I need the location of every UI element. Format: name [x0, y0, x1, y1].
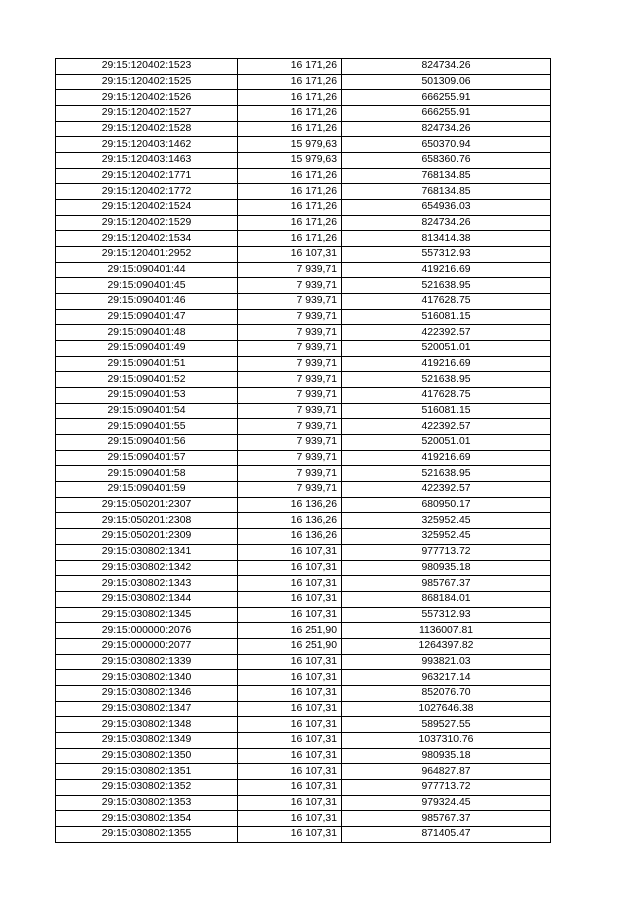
cadastral-number-cell: 29:15:120402:1524 — [56, 200, 238, 216]
table-row — [56, 544, 551, 560]
unit-cost-cell: 16 107,31 — [238, 247, 342, 263]
cadastral-value-cell: 824734.26 — [342, 121, 551, 137]
unit-cost-cell: 7 939,71 — [238, 278, 342, 294]
cadastral-value-cell: 557312.93 — [342, 607, 551, 623]
cadastral-value-cell: 419216.69 — [342, 262, 551, 278]
unit-cost-cell: 7 939,71 — [238, 388, 342, 404]
cadastral-number-cell: 29:15:120402:1527 — [56, 106, 238, 122]
cadastral-number-cell: 29:15:030802:1343 — [56, 576, 238, 592]
table-row — [56, 826, 551, 842]
table-row — [56, 341, 551, 357]
cadastral-number-cell: 29:15:120403:1463 — [56, 153, 238, 169]
table-row — [56, 435, 551, 451]
cadastral-number-cell: 29:15:030802:1352 — [56, 779, 238, 795]
cadastral-value-cell: 871405.47 — [342, 826, 551, 842]
cadastral-number-cell: 29:15:030802:1353 — [56, 795, 238, 811]
cadastral-number-cell: 29:15:120402:1534 — [56, 231, 238, 247]
cadastral-value-cell: 824734.26 — [342, 215, 551, 231]
unit-cost-cell: 16 107,31 — [238, 811, 342, 827]
table-row — [56, 576, 551, 592]
cadastral-number-cell: 29:15:120402:1772 — [56, 184, 238, 200]
table-row — [56, 482, 551, 498]
table-row — [56, 184, 551, 200]
cadastral-value-cell: 964827.87 — [342, 764, 551, 780]
cadastral-value-cell: 768134.85 — [342, 184, 551, 200]
unit-cost-cell: 7 939,71 — [238, 482, 342, 498]
table-row — [56, 231, 551, 247]
cadastral-value-cell: 1027646.38 — [342, 701, 551, 717]
unit-cost-cell: 16 171,26 — [238, 74, 342, 90]
cadastral-number-cell: 29:15:120402:1528 — [56, 121, 238, 137]
cadastral-number-cell: 29:15:090401:56 — [56, 435, 238, 451]
unit-cost-cell: 16 107,31 — [238, 779, 342, 795]
table-row — [56, 748, 551, 764]
cadastral-number-cell: 29:15:050201:2307 — [56, 497, 238, 513]
table-row — [56, 701, 551, 717]
cadastral-value-cell: 768134.85 — [342, 168, 551, 184]
unit-cost-cell: 7 939,71 — [238, 341, 342, 357]
table-row — [56, 764, 551, 780]
table-row — [56, 497, 551, 513]
cadastral-number-cell: 29:15:030802:1354 — [56, 811, 238, 827]
cadastral-value-cell: 813414.38 — [342, 231, 551, 247]
table-row — [56, 215, 551, 231]
unit-cost-cell: 16 107,31 — [238, 576, 342, 592]
unit-cost-cell: 16 171,26 — [238, 184, 342, 200]
unit-cost-cell: 7 939,71 — [238, 403, 342, 419]
cadastral-value-cell: 325952.45 — [342, 513, 551, 529]
cadastral-number-cell: 29:15:120402:1529 — [56, 215, 238, 231]
unit-cost-cell: 16 107,31 — [238, 685, 342, 701]
cadastral-value-cell: 993821.03 — [342, 654, 551, 670]
cadastral-value-cell: 980935.18 — [342, 748, 551, 764]
table-row — [56, 529, 551, 545]
table-row — [56, 278, 551, 294]
cadastral-value-cell: 852076.70 — [342, 685, 551, 701]
unit-cost-cell: 7 939,71 — [238, 419, 342, 435]
cadastral-number-cell: 29:15:090401:48 — [56, 325, 238, 341]
table-row — [56, 106, 551, 122]
cadastral-number-cell: 29:15:090401:52 — [56, 372, 238, 388]
cadastral-value-cell: 516081.15 — [342, 309, 551, 325]
unit-cost-cell: 16 107,31 — [238, 701, 342, 717]
unit-cost-cell: 16 107,31 — [238, 795, 342, 811]
unit-cost-cell: 16 171,26 — [238, 106, 342, 122]
cadastral-value-cell: 520051.01 — [342, 341, 551, 357]
cadastral-number-cell: 29:15:030802:1350 — [56, 748, 238, 764]
cadastral-number-cell: 29:15:090401:46 — [56, 294, 238, 310]
cadastral-value-cell: 977713.72 — [342, 544, 551, 560]
table-row — [56, 654, 551, 670]
table-row — [56, 325, 551, 341]
cadastral-number-cell: 29:15:030802:1355 — [56, 826, 238, 842]
cadastral-number-cell: 29:15:000000:2076 — [56, 623, 238, 639]
cadastral-number-cell: 29:15:090401:45 — [56, 278, 238, 294]
cadastral-value-cell: 666255.91 — [342, 90, 551, 106]
table-row — [56, 811, 551, 827]
unit-cost-cell: 16 251,90 — [238, 638, 342, 654]
cadastral-number-cell: 29:15:120403:1462 — [56, 137, 238, 153]
cadastral-value-cell: 422392.57 — [342, 325, 551, 341]
cadastral-value-cell: 419216.69 — [342, 450, 551, 466]
unit-cost-cell: 7 939,71 — [238, 450, 342, 466]
cadastral-value-cell: 658360.76 — [342, 153, 551, 169]
unit-cost-cell: 16 107,31 — [238, 607, 342, 623]
unit-cost-cell: 7 939,71 — [238, 262, 342, 278]
cadastral-value-cell: 650370.94 — [342, 137, 551, 153]
table-row — [56, 309, 551, 325]
cadastral-number-cell: 29:15:120402:1523 — [56, 59, 238, 75]
cadastral-number-cell: 29:15:090401:44 — [56, 262, 238, 278]
cadastral-number-cell: 29:15:090401:53 — [56, 388, 238, 404]
cadastral-value-cell: 417628.75 — [342, 294, 551, 310]
cadastral-number-cell: 29:15:120401:2952 — [56, 247, 238, 263]
cadastral-number-cell: 29:15:090401:55 — [56, 419, 238, 435]
table-row — [56, 294, 551, 310]
table-row — [56, 121, 551, 137]
unit-cost-cell: 16 171,26 — [238, 59, 342, 75]
cadastral-value-cell: 1037310.76 — [342, 732, 551, 748]
cadastral-number-cell: 29:15:030802:1345 — [56, 607, 238, 623]
cadastral-value-cell: 521638.95 — [342, 372, 551, 388]
table-row — [56, 388, 551, 404]
table-row — [56, 90, 551, 106]
cadastral-value-cell: 557312.93 — [342, 247, 551, 263]
table-row — [56, 513, 551, 529]
unit-cost-cell: 7 939,71 — [238, 466, 342, 482]
cadastral-number-cell: 29:15:050201:2309 — [56, 529, 238, 545]
table-row — [56, 74, 551, 90]
table-row — [56, 670, 551, 686]
cadastral-value-cell: 422392.57 — [342, 482, 551, 498]
table-row — [56, 59, 551, 75]
cadastral-value-cell: 589527.55 — [342, 717, 551, 733]
unit-cost-cell: 16 107,31 — [238, 560, 342, 576]
cadastral-value-cell: 521638.95 — [342, 466, 551, 482]
table-row — [56, 372, 551, 388]
cadastral-value-cell: 680950.17 — [342, 497, 551, 513]
table-row — [56, 732, 551, 748]
unit-cost-cell: 15 979,63 — [238, 137, 342, 153]
table-row — [56, 262, 551, 278]
unit-cost-cell: 16 136,26 — [238, 513, 342, 529]
unit-cost-cell: 16 251,90 — [238, 623, 342, 639]
cadastral-value-cell: 985767.37 — [342, 576, 551, 592]
unit-cost-cell: 7 939,71 — [238, 294, 342, 310]
cadastral-number-cell: 29:15:120402:1771 — [56, 168, 238, 184]
table-row — [56, 419, 551, 435]
cadastral-number-cell: 29:15:090401:51 — [56, 356, 238, 372]
unit-cost-cell: 16 107,31 — [238, 544, 342, 560]
cadastral-number-cell: 29:15:030802:1347 — [56, 701, 238, 717]
table-row — [56, 450, 551, 466]
table-row — [56, 168, 551, 184]
cadastral-number-cell: 29:15:090401:58 — [56, 466, 238, 482]
cadastral-value-cell: 516081.15 — [342, 403, 551, 419]
table-row — [56, 560, 551, 576]
unit-cost-cell: 16 171,26 — [238, 200, 342, 216]
unit-cost-cell: 16 107,31 — [238, 764, 342, 780]
unit-cost-cell: 16 107,31 — [238, 748, 342, 764]
table-row — [56, 795, 551, 811]
table-row — [56, 200, 551, 216]
cadastral-value-cell: 325952.45 — [342, 529, 551, 545]
cadastral-value-cell: 521638.95 — [342, 278, 551, 294]
table-row — [56, 356, 551, 372]
unit-cost-cell: 16 171,26 — [238, 121, 342, 137]
unit-cost-cell: 16 171,26 — [238, 215, 342, 231]
unit-cost-cell: 16 107,31 — [238, 717, 342, 733]
cadastral-value-cell: 977713.72 — [342, 779, 551, 795]
cadastral-value-cell: 868184.01 — [342, 591, 551, 607]
unit-cost-cell: 16 107,31 — [238, 732, 342, 748]
table-row — [56, 591, 551, 607]
cadastral-value-cell: 963217.14 — [342, 670, 551, 686]
unit-cost-cell: 7 939,71 — [238, 372, 342, 388]
unit-cost-cell: 16 171,26 — [238, 90, 342, 106]
table-row — [56, 466, 551, 482]
unit-cost-cell: 16 171,26 — [238, 168, 342, 184]
unit-cost-cell: 15 979,63 — [238, 153, 342, 169]
cadastral-value-cell: 980935.18 — [342, 560, 551, 576]
cadastral-value-cell: 520051.01 — [342, 435, 551, 451]
cadastral-value-cell: 1264397.82 — [342, 638, 551, 654]
cadastral-number-cell: 29:15:030802:1340 — [56, 670, 238, 686]
table-row — [56, 607, 551, 623]
unit-cost-cell: 7 939,71 — [238, 435, 342, 451]
cadastral-number-cell: 29:15:030802:1344 — [56, 591, 238, 607]
table-row — [56, 685, 551, 701]
cadastral-number-cell: 29:15:030802:1341 — [56, 544, 238, 560]
cadastral-number-cell: 29:15:090401:49 — [56, 341, 238, 357]
table-row — [56, 247, 551, 263]
table-row — [56, 153, 551, 169]
cadastral-number-cell: 29:15:030802:1339 — [56, 654, 238, 670]
cadastral-value-cell: 1136007.81 — [342, 623, 551, 639]
cadastral-value-cell: 501309.06 — [342, 74, 551, 90]
table-row — [56, 717, 551, 733]
unit-cost-cell: 16 107,31 — [238, 670, 342, 686]
table-row — [56, 779, 551, 795]
cadastral-value-cell: 417628.75 — [342, 388, 551, 404]
unit-cost-cell: 16 171,26 — [238, 231, 342, 247]
cadastral-number-cell: 29:15:090401:54 — [56, 403, 238, 419]
unit-cost-cell: 16 107,31 — [238, 826, 342, 842]
table-body — [56, 59, 551, 843]
cadastral-value-cell: 422392.57 — [342, 419, 551, 435]
cadastral-value-table — [55, 58, 551, 843]
unit-cost-cell: 7 939,71 — [238, 309, 342, 325]
cadastral-value-cell: 666255.91 — [342, 106, 551, 122]
cadastral-value-cell: 979324.45 — [342, 795, 551, 811]
cadastral-value-cell: 985767.37 — [342, 811, 551, 827]
cadastral-number-cell: 29:15:030802:1349 — [56, 732, 238, 748]
cadastral-number-cell: 29:15:090401:59 — [56, 482, 238, 498]
table-row — [56, 623, 551, 639]
table-row — [56, 137, 551, 153]
cadastral-number-cell: 29:15:090401:47 — [56, 309, 238, 325]
table-row — [56, 403, 551, 419]
unit-cost-cell: 7 939,71 — [238, 356, 342, 372]
cadastral-number-cell: 29:15:030802:1342 — [56, 560, 238, 576]
cadastral-number-cell: 29:15:030802:1348 — [56, 717, 238, 733]
cadastral-number-cell: 29:15:030802:1346 — [56, 685, 238, 701]
table-row — [56, 638, 551, 654]
cadastral-number-cell: 29:15:120402:1526 — [56, 90, 238, 106]
unit-cost-cell: 16 136,26 — [238, 529, 342, 545]
cadastral-value-cell: 824734.26 — [342, 59, 551, 75]
cadastral-number-cell: 29:15:000000:2077 — [56, 638, 238, 654]
cadastral-number-cell: 29:15:030802:1351 — [56, 764, 238, 780]
cadastral-value-cell: 654936.03 — [342, 200, 551, 216]
cadastral-number-cell: 29:15:090401:57 — [56, 450, 238, 466]
cadastral-number-cell: 29:15:050201:2308 — [56, 513, 238, 529]
cadastral-number-cell: 29:15:120402:1525 — [56, 74, 238, 90]
unit-cost-cell: 16 107,31 — [238, 654, 342, 670]
unit-cost-cell: 16 107,31 — [238, 591, 342, 607]
unit-cost-cell: 16 136,26 — [238, 497, 342, 513]
unit-cost-cell: 7 939,71 — [238, 325, 342, 341]
cadastral-value-cell: 419216.69 — [342, 356, 551, 372]
